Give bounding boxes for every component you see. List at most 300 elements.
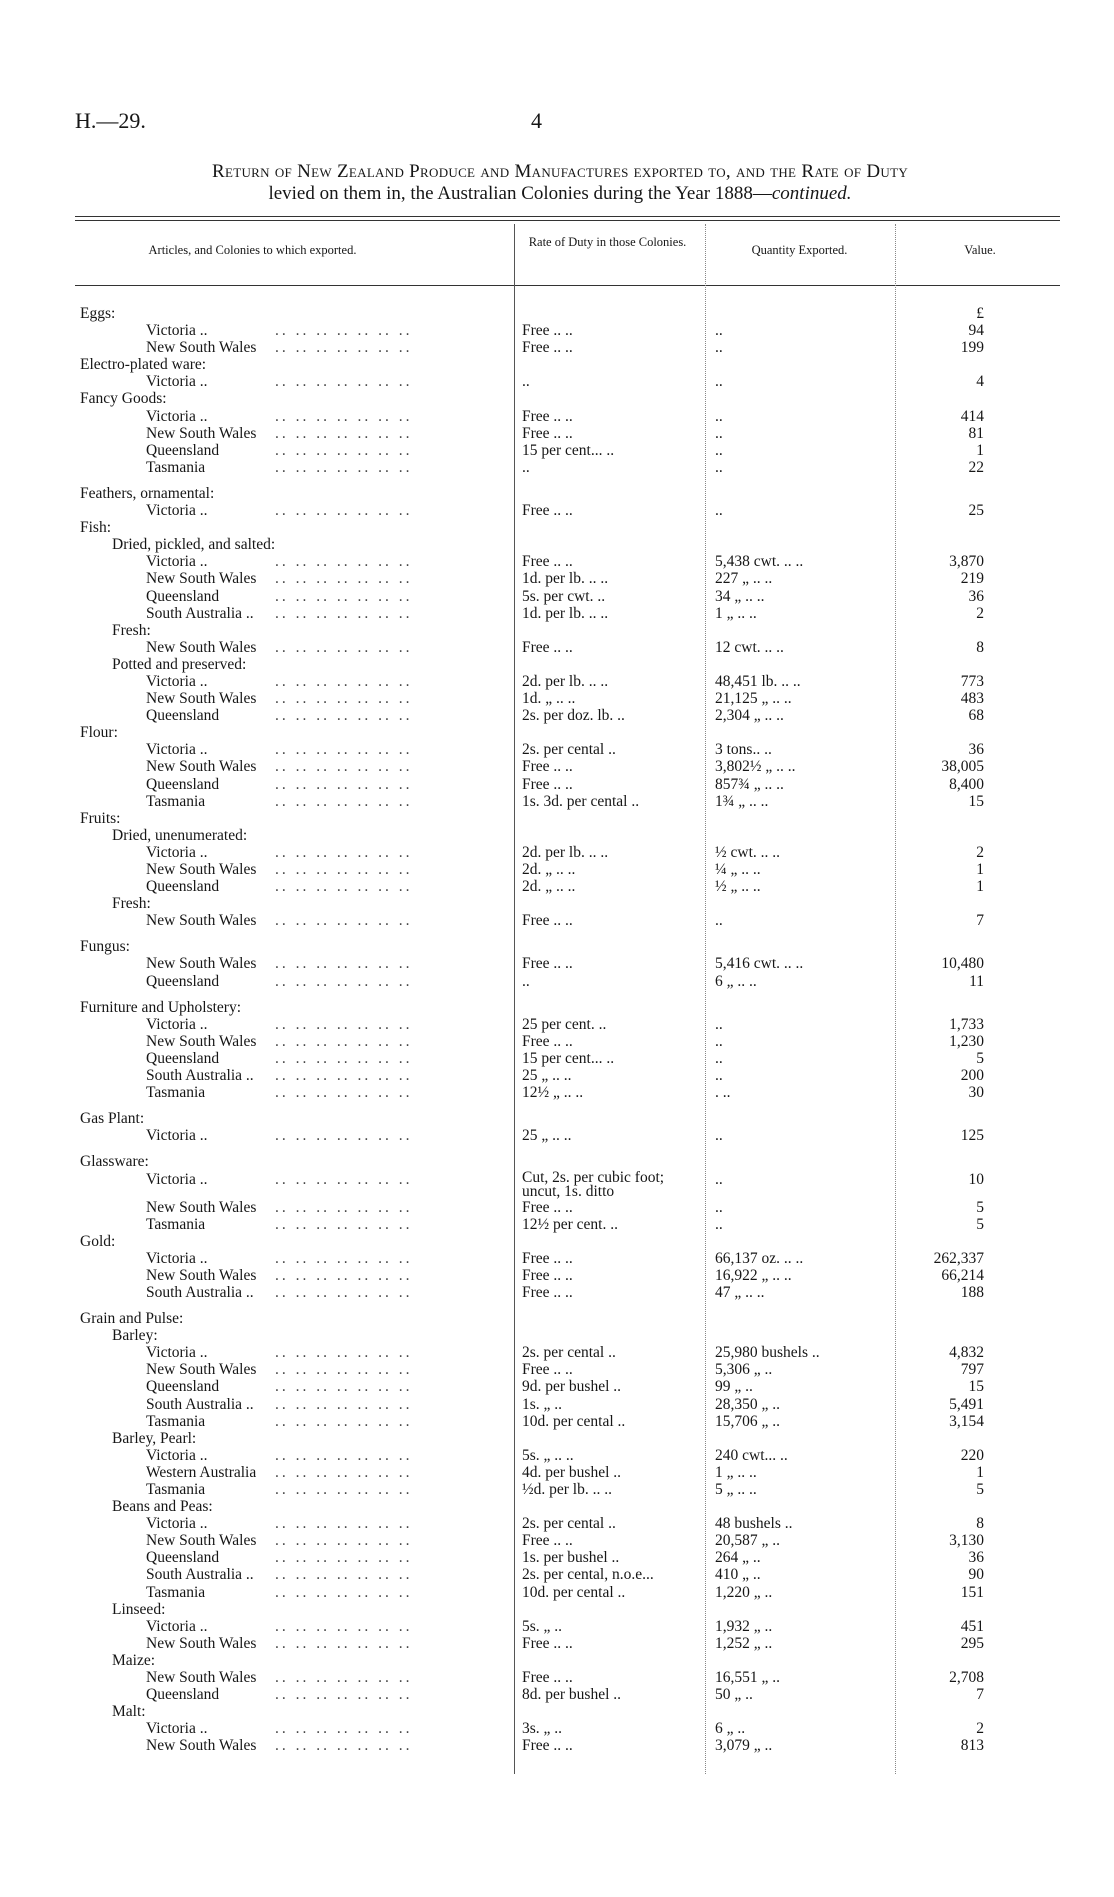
colony-name: New South Wales bbox=[146, 690, 257, 708]
category-label: Fancy Goods: bbox=[80, 390, 167, 408]
leader-dots: .. .. .. .. .. .. .. bbox=[275, 570, 413, 588]
category-row bbox=[0, 999, 1114, 1016]
category-label: Glassware: bbox=[80, 1153, 149, 1171]
table-row bbox=[0, 776, 1114, 793]
title-continued: continued. bbox=[771, 183, 852, 204]
quantity-exported: ½ cwt. .. .. bbox=[715, 843, 781, 861]
category-label: Eggs: bbox=[80, 305, 116, 322]
table-row bbox=[0, 1016, 1114, 1033]
duty-rate: Free .. .. bbox=[522, 1634, 573, 1652]
colony-name: Queensland bbox=[146, 1549, 220, 1567]
duty-rate: Free .. .. bbox=[522, 1669, 573, 1687]
duty-rate: 12½ per cent. .. bbox=[522, 1215, 618, 1233]
duty-rate: Free .. .. bbox=[522, 1361, 573, 1379]
table-row bbox=[0, 844, 1114, 861]
colony-name: New South Wales bbox=[146, 1532, 257, 1550]
value: 81 bbox=[968, 424, 984, 442]
document-reference: H.—29. bbox=[75, 108, 146, 133]
value: 10,480 bbox=[941, 955, 984, 973]
table-row bbox=[0, 1532, 1114, 1549]
quantity-exported: 3,079 „ .. bbox=[715, 1737, 773, 1755]
column-header-rate: Rate of Duty in those Colonies. bbox=[528, 235, 687, 249]
quantity-exported: 410 „ .. bbox=[715, 1566, 761, 1584]
table-row bbox=[0, 339, 1114, 356]
duty-rate: Free .. .. bbox=[522, 1032, 573, 1050]
quantity-exported: 48,451 lb. .. .. bbox=[715, 672, 801, 690]
value: 1 bbox=[976, 861, 984, 878]
leader-dots: .. .. .. .. .. .. .. bbox=[275, 1067, 413, 1085]
colony-name: Victoria .. bbox=[146, 741, 208, 759]
duty-rate: 1s. per bushel .. bbox=[522, 1549, 620, 1567]
duty-rate: Free .. .. bbox=[522, 322, 573, 340]
duty-rate: 12½ „ .. .. bbox=[522, 1084, 584, 1102]
duty-rate: 5s. „ .. .. bbox=[522, 1446, 574, 1464]
quantity-exported: 6 „ .. .. bbox=[715, 972, 757, 990]
category-label: Barley, Pearl: bbox=[112, 1429, 197, 1447]
table-row bbox=[0, 673, 1114, 690]
category-label: Dried, unenumerated: bbox=[112, 826, 248, 844]
quantity-exported: 227 „ .. .. bbox=[715, 570, 773, 588]
value: 90 bbox=[968, 1566, 984, 1584]
duty-rate: .. bbox=[522, 972, 530, 990]
quantity-exported: 5 „ .. .. bbox=[715, 1481, 757, 1498]
colony-name: Queensland bbox=[146, 1378, 220, 1396]
leader-dots: .. .. .. .. .. .. .. bbox=[275, 1361, 413, 1379]
quantity-exported: .. bbox=[715, 441, 723, 459]
quantity-exported: .. bbox=[715, 1067, 723, 1085]
colony-name: Queensland bbox=[146, 587, 220, 605]
table-row bbox=[0, 1199, 1114, 1216]
duty-rate: Free .. .. bbox=[522, 775, 573, 793]
quantity-exported: 99 „ .. bbox=[715, 1378, 753, 1396]
colony-name: New South Wales bbox=[146, 955, 257, 973]
table-row bbox=[0, 707, 1114, 724]
colony-name: New South Wales bbox=[146, 1669, 257, 1687]
leader-dots: .. .. .. .. .. .. .. bbox=[275, 1446, 413, 1464]
value: 8 bbox=[976, 638, 984, 656]
duty-rate: ½d. per lb. .. .. bbox=[522, 1481, 612, 1498]
colony-name: Victoria .. bbox=[146, 1170, 208, 1188]
table-row bbox=[0, 588, 1114, 605]
value: 1 bbox=[976, 878, 984, 896]
duty-rate: 1s. „ .. bbox=[522, 1395, 563, 1413]
colony-name: New South Wales bbox=[146, 861, 257, 878]
value: 30 bbox=[968, 1084, 984, 1102]
category-label: Fruits: bbox=[80, 809, 121, 827]
colony-name: Victoria .. bbox=[146, 373, 208, 391]
table-row bbox=[0, 1686, 1114, 1703]
leader-dots: .. .. .. .. .. .. .. bbox=[275, 1127, 413, 1145]
table-row bbox=[0, 1413, 1114, 1430]
colony-name: Tasmania bbox=[146, 1481, 206, 1498]
quantity-exported: .. bbox=[715, 1049, 723, 1067]
value: 2 bbox=[976, 604, 984, 622]
quantity-exported: .. bbox=[715, 339, 723, 357]
duty-rate: .. bbox=[522, 373, 530, 391]
quantity-exported: 25,980 bushels .. bbox=[715, 1344, 820, 1362]
colony-name: New South Wales bbox=[146, 424, 257, 442]
leader-dots: .. .. .. .. .. .. .. bbox=[275, 843, 413, 861]
duty-rate: 4d. per bushel .. bbox=[522, 1463, 622, 1481]
quantity-exported: 2,304 „ .. .. bbox=[715, 707, 784, 725]
leader-dots: .. .. .. .. .. .. .. bbox=[275, 441, 413, 459]
colony-name: South Australia .. bbox=[146, 1395, 254, 1413]
table-row bbox=[0, 1447, 1114, 1464]
page-number: 4 bbox=[531, 108, 542, 133]
duty-rate: 25 „ .. .. bbox=[522, 1067, 572, 1085]
value: 2 bbox=[976, 843, 984, 861]
quantity-exported: ½ „ .. .. bbox=[715, 878, 761, 896]
quantity-exported: 5,438 cwt. .. .. bbox=[715, 553, 804, 571]
table-row bbox=[0, 1216, 1114, 1233]
leader-dots: .. .. .. .. .. .. .. bbox=[275, 758, 413, 776]
value: 25 bbox=[968, 502, 984, 520]
duty-rate: .. bbox=[522, 458, 530, 476]
colony-name: New South Wales bbox=[146, 912, 257, 930]
table-row bbox=[0, 373, 1114, 390]
duty-rate: 10d. per cental .. bbox=[522, 1412, 626, 1430]
leader-dots: .. .. .. .. .. .. .. bbox=[275, 604, 413, 622]
category-label: Maize: bbox=[112, 1651, 156, 1669]
category-row bbox=[0, 724, 1114, 741]
quantity-exported: 5,306 „ .. bbox=[715, 1361, 773, 1379]
table-row bbox=[0, 1566, 1114, 1583]
table-row bbox=[0, 1584, 1114, 1601]
value: 11 bbox=[969, 972, 984, 990]
colony-name: South Australia .. bbox=[146, 1283, 254, 1301]
value: 295 bbox=[960, 1634, 984, 1652]
table-row bbox=[0, 741, 1114, 758]
value: 199 bbox=[960, 339, 984, 357]
table-row bbox=[0, 758, 1114, 775]
leader-dots: .. .. .. .. .. .. .. bbox=[275, 1249, 413, 1267]
colony-name: New South Wales bbox=[146, 570, 257, 588]
duty-rate: 1d. per lb. .. .. bbox=[522, 604, 609, 622]
table-row bbox=[0, 1050, 1114, 1067]
leader-dots: .. .. .. .. .. .. .. bbox=[275, 1669, 413, 1687]
duty-rate: Cut, 2s. per cubic foot; uncut, 1s. ditto bbox=[522, 1168, 665, 1200]
leader-dots: .. .. .. .. .. .. .. bbox=[275, 1412, 413, 1430]
table-row bbox=[0, 912, 1114, 929]
column-header-quantity: Quantity Exported. bbox=[751, 243, 848, 257]
table-row bbox=[0, 1515, 1114, 1532]
duty-rate: 1s. 3d. per cental .. bbox=[522, 792, 640, 810]
value: 22 bbox=[968, 458, 984, 476]
value: 15 bbox=[968, 1378, 984, 1396]
table-row bbox=[0, 459, 1114, 476]
value: 2,708 bbox=[949, 1669, 984, 1687]
header-rule-top-inner bbox=[75, 220, 1060, 221]
category-row bbox=[0, 938, 1114, 955]
category-label: Fungus: bbox=[80, 938, 130, 956]
title-line-2-text: levied on them in, the Australian Colonies during the Year 1888— bbox=[268, 183, 772, 204]
value: 813 bbox=[960, 1737, 984, 1755]
value: 1,230 bbox=[949, 1032, 984, 1050]
colony-name: Victoria .. bbox=[146, 1515, 208, 1533]
quantity-exported: 1,932 „ .. bbox=[715, 1617, 773, 1635]
duty-rate: 9d. per bushel .. bbox=[522, 1378, 622, 1396]
category-label: Fresh: bbox=[112, 621, 151, 639]
colony-name: Victoria .. bbox=[146, 1617, 208, 1635]
value: 10 bbox=[968, 1170, 984, 1188]
table-row bbox=[0, 1361, 1114, 1378]
category-row bbox=[0, 656, 1114, 673]
table-row bbox=[0, 1378, 1114, 1395]
value: 414 bbox=[960, 407, 984, 425]
table-row bbox=[0, 1250, 1114, 1267]
category-row bbox=[0, 622, 1114, 639]
table-row bbox=[0, 442, 1114, 459]
duty-rate: 8d. per bushel .. bbox=[522, 1686, 622, 1704]
leader-dots: .. .. .. .. .. .. .. bbox=[275, 1015, 413, 1033]
quantity-exported: ¼ „ .. .. bbox=[715, 861, 761, 878]
table-row bbox=[0, 1737, 1114, 1754]
page-title bbox=[60, 161, 1060, 205]
category-row bbox=[0, 827, 1114, 844]
colony-name: South Australia .. bbox=[146, 604, 254, 622]
table-row bbox=[0, 793, 1114, 810]
table-row bbox=[0, 322, 1114, 339]
exports-table bbox=[0, 305, 1114, 1755]
duty-rate: Free .. .. bbox=[522, 1737, 573, 1755]
colony-name: New South Wales bbox=[146, 1266, 257, 1284]
quantity-exported: 1,252 „ .. bbox=[715, 1634, 773, 1652]
quantity-exported: 28,350 „ .. bbox=[715, 1395, 781, 1413]
leader-dots: .. .. .. .. .. .. .. bbox=[275, 1686, 413, 1704]
table-row bbox=[0, 1464, 1114, 1481]
quantity-exported: 34 „ .. .. bbox=[715, 587, 765, 605]
leader-dots: .. .. .. .. .. .. .. bbox=[275, 1344, 413, 1362]
category-label: Feathers, ornamental: bbox=[80, 484, 215, 502]
leader-dots: .. .. .. .. .. .. .. bbox=[275, 861, 413, 878]
value: 94 bbox=[968, 322, 984, 340]
leader-dots: .. .. .. .. .. .. .. bbox=[275, 1084, 413, 1102]
leader-dots: .. .. .. .. .. .. .. bbox=[275, 1634, 413, 1652]
duty-rate: Free .. .. bbox=[522, 1266, 573, 1284]
category-row bbox=[0, 1310, 1114, 1327]
value: 3,870 bbox=[949, 553, 984, 571]
table-row bbox=[0, 1669, 1114, 1686]
leader-dots: .. .. .. .. .. .. .. bbox=[275, 407, 413, 425]
leader-dots: .. .. .. .. .. .. .. bbox=[275, 1170, 413, 1188]
duty-rate: Free .. .. bbox=[522, 1249, 573, 1267]
quantity-exported: 3,802½ „ .. .. bbox=[715, 758, 796, 776]
table-row bbox=[0, 955, 1114, 972]
duty-rate: 5s. „ .. bbox=[522, 1617, 563, 1635]
category-label: Malt: bbox=[112, 1703, 146, 1721]
table-row bbox=[0, 425, 1114, 442]
category-row bbox=[0, 519, 1114, 536]
value: 66,214 bbox=[941, 1266, 984, 1284]
duty-rate: Free .. .. bbox=[522, 912, 573, 930]
colony-name: Queensland bbox=[146, 972, 220, 990]
colony-name: New South Wales bbox=[146, 1737, 257, 1755]
leader-dots: .. .. .. .. .. .. .. bbox=[275, 1266, 413, 1284]
colony-name: Victoria .. bbox=[146, 1249, 208, 1267]
leader-dots: .. .. .. .. .. .. .. bbox=[275, 775, 413, 793]
leader-dots: .. .. .. .. .. .. .. bbox=[275, 638, 413, 656]
value: 1 bbox=[976, 441, 984, 459]
value: 188 bbox=[960, 1283, 984, 1301]
leader-dots: .. .. .. .. .. .. .. bbox=[275, 373, 413, 391]
leader-dots: .. .. .. .. .. .. .. bbox=[275, 707, 413, 725]
table-row bbox=[0, 1033, 1114, 1050]
leader-dots: .. .. .. .. .. .. .. bbox=[275, 458, 413, 476]
quantity-exported: .. bbox=[715, 1015, 723, 1033]
category-row bbox=[0, 1703, 1114, 1720]
category-row bbox=[0, 390, 1114, 407]
header-rule-bottom bbox=[75, 285, 1060, 286]
duty-rate: Free .. .. bbox=[522, 638, 573, 656]
leader-dots: .. .. .. .. .. .. .. bbox=[275, 1481, 413, 1498]
duty-rate: 2s. per cental .. bbox=[522, 1344, 616, 1362]
duty-rate: 2s. per doz. lb. .. bbox=[522, 707, 625, 725]
category-row bbox=[0, 536, 1114, 553]
colony-name: New South Wales bbox=[146, 758, 257, 776]
category-row bbox=[0, 485, 1114, 502]
leader-dots: .. .. .. .. .. .. .. bbox=[275, 1583, 413, 1601]
table-row bbox=[0, 502, 1114, 519]
table-row bbox=[0, 1720, 1114, 1737]
duty-rate: 25 per cent. .. bbox=[522, 1015, 607, 1033]
leader-dots: .. .. .. .. .. .. .. bbox=[275, 1549, 413, 1567]
quantity-exported: 1¾ „ .. .. bbox=[715, 792, 769, 810]
value: 36 bbox=[968, 1549, 984, 1567]
category-label: Potted and preserved: bbox=[112, 655, 247, 673]
category-row bbox=[0, 1498, 1114, 1515]
value: 36 bbox=[968, 587, 984, 605]
colony-name: Victoria .. bbox=[146, 1720, 208, 1738]
leader-dots: .. .. .. .. .. .. .. bbox=[275, 912, 413, 930]
colony-name: Tasmania bbox=[146, 1412, 206, 1430]
duty-rate: 10d. per cental .. bbox=[522, 1583, 626, 1601]
duty-rate: Free .. .. bbox=[522, 1283, 573, 1301]
colony-name: New South Wales bbox=[146, 1361, 257, 1379]
table-row bbox=[0, 1084, 1114, 1101]
value: 8 bbox=[976, 1515, 984, 1533]
category-row bbox=[0, 1153, 1114, 1170]
category-row bbox=[0, 895, 1114, 912]
category-label: Gas Plant: bbox=[80, 1110, 145, 1128]
colony-name: Tasmania bbox=[146, 1215, 206, 1233]
colony-name: Tasmania bbox=[146, 458, 206, 476]
table-row bbox=[0, 1344, 1114, 1361]
category-row bbox=[0, 1327, 1114, 1344]
value: 8,400 bbox=[949, 775, 984, 793]
quantity-exported: 16,551 „ .. bbox=[715, 1669, 781, 1687]
duty-rate: Free .. .. bbox=[522, 1532, 573, 1550]
value: 7 bbox=[976, 1686, 984, 1704]
table-row bbox=[0, 1284, 1114, 1301]
table-row bbox=[0, 1549, 1114, 1566]
leader-dots: .. .. .. .. .. .. .. bbox=[275, 1463, 413, 1481]
duty-rate-continued: uncut, 1s. ditto bbox=[522, 1182, 615, 1200]
table-row bbox=[0, 1127, 1114, 1144]
quantity-exported: 3 tons.. .. bbox=[715, 741, 772, 759]
category-label: Beans and Peas: bbox=[112, 1498, 213, 1516]
quantity-exported: 16,922 „ .. .. bbox=[715, 1266, 792, 1284]
duty-rate: 2d. „ .. .. bbox=[522, 861, 576, 878]
category-label: Furniture and Upholstery: bbox=[80, 998, 242, 1016]
duty-rate: 5s. per cwt. .. bbox=[522, 587, 606, 605]
leader-dots: .. .. .. .. .. .. .. bbox=[275, 955, 413, 973]
value: 3,154 bbox=[949, 1412, 984, 1430]
duty-rate: 2s. per cental, n.o.e... bbox=[522, 1566, 654, 1584]
value: 483 bbox=[960, 690, 984, 708]
leader-dots: .. .. .. .. .. .. .. bbox=[275, 1737, 413, 1755]
leader-dots: .. .. .. .. .. .. .. bbox=[275, 690, 413, 708]
quantity-exported: 50 „ .. bbox=[715, 1686, 753, 1704]
leader-dots: .. .. .. .. .. .. .. bbox=[275, 1049, 413, 1067]
value: 451 bbox=[960, 1617, 984, 1635]
colony-name: New South Wales bbox=[146, 339, 257, 357]
value: 5 bbox=[976, 1049, 984, 1067]
leader-dots: .. .. .. .. .. .. .. bbox=[275, 587, 413, 605]
table-row bbox=[0, 861, 1114, 878]
table-row bbox=[0, 690, 1114, 707]
quantity-exported: 48 bushels .. bbox=[715, 1515, 793, 1533]
colony-name: Queensland bbox=[146, 441, 220, 459]
title-line-2 bbox=[60, 183, 1060, 205]
table-row bbox=[0, 1481, 1114, 1498]
colony-name: New South Wales bbox=[146, 1634, 257, 1652]
quantity-exported: .. bbox=[715, 912, 723, 930]
colony-name: Tasmania bbox=[146, 1583, 206, 1601]
quantity-exported: 1 „ .. .. bbox=[715, 1463, 757, 1481]
duty-rate: 1d. „ .. .. bbox=[522, 690, 576, 708]
value: 125 bbox=[960, 1127, 984, 1145]
value: 5 bbox=[976, 1481, 984, 1498]
colony-name: New South Wales bbox=[146, 1198, 257, 1216]
value: 1 bbox=[976, 1463, 984, 1481]
value: 797 bbox=[960, 1361, 984, 1379]
colony-name: Victoria .. bbox=[146, 407, 208, 425]
leader-dots: .. .. .. .. .. .. .. bbox=[275, 1215, 413, 1233]
value: 5,491 bbox=[949, 1395, 984, 1413]
duty-rate: 1d. per lb. .. .. bbox=[522, 570, 609, 588]
value: 4,832 bbox=[949, 1344, 984, 1362]
duty-rate: Free .. .. bbox=[522, 424, 573, 442]
value: 220 bbox=[960, 1446, 984, 1464]
quantity-exported: 47 „ .. .. bbox=[715, 1283, 765, 1301]
leader-dots: .. .. .. .. .. .. .. bbox=[275, 1720, 413, 1738]
category-label: Dried, pickled, and salted: bbox=[112, 536, 276, 554]
table-row bbox=[0, 553, 1114, 570]
value: 2 bbox=[976, 1720, 984, 1738]
duty-rate: Free .. .. bbox=[522, 502, 573, 520]
value-unit: £ bbox=[976, 305, 984, 322]
quantity-exported: .. bbox=[715, 1032, 723, 1050]
table-row bbox=[0, 973, 1114, 990]
category-label: Flour: bbox=[80, 724, 118, 742]
leader-dots: .. .. .. .. .. .. .. bbox=[275, 1032, 413, 1050]
quantity-exported: .. bbox=[715, 1127, 723, 1145]
colony-name: Tasmania bbox=[146, 792, 206, 810]
quantity-exported: .. bbox=[715, 373, 723, 391]
leader-dots: .. .. .. .. .. .. .. bbox=[275, 792, 413, 810]
quantity-exported: .. bbox=[715, 322, 723, 340]
leader-dots: .. .. .. .. .. .. .. bbox=[275, 1198, 413, 1216]
category-row bbox=[0, 810, 1114, 827]
leader-dots: .. .. .. .. .. .. .. bbox=[275, 322, 413, 340]
leader-dots: .. .. .. .. .. .. .. bbox=[275, 339, 413, 357]
duty-rate: Free .. .. bbox=[522, 1198, 573, 1216]
header-rule-top bbox=[75, 216, 1060, 217]
value: 4 bbox=[976, 373, 984, 391]
category-label: Fish: bbox=[80, 519, 112, 537]
category-label: Gold: bbox=[80, 1232, 116, 1250]
value: 5 bbox=[976, 1198, 984, 1216]
